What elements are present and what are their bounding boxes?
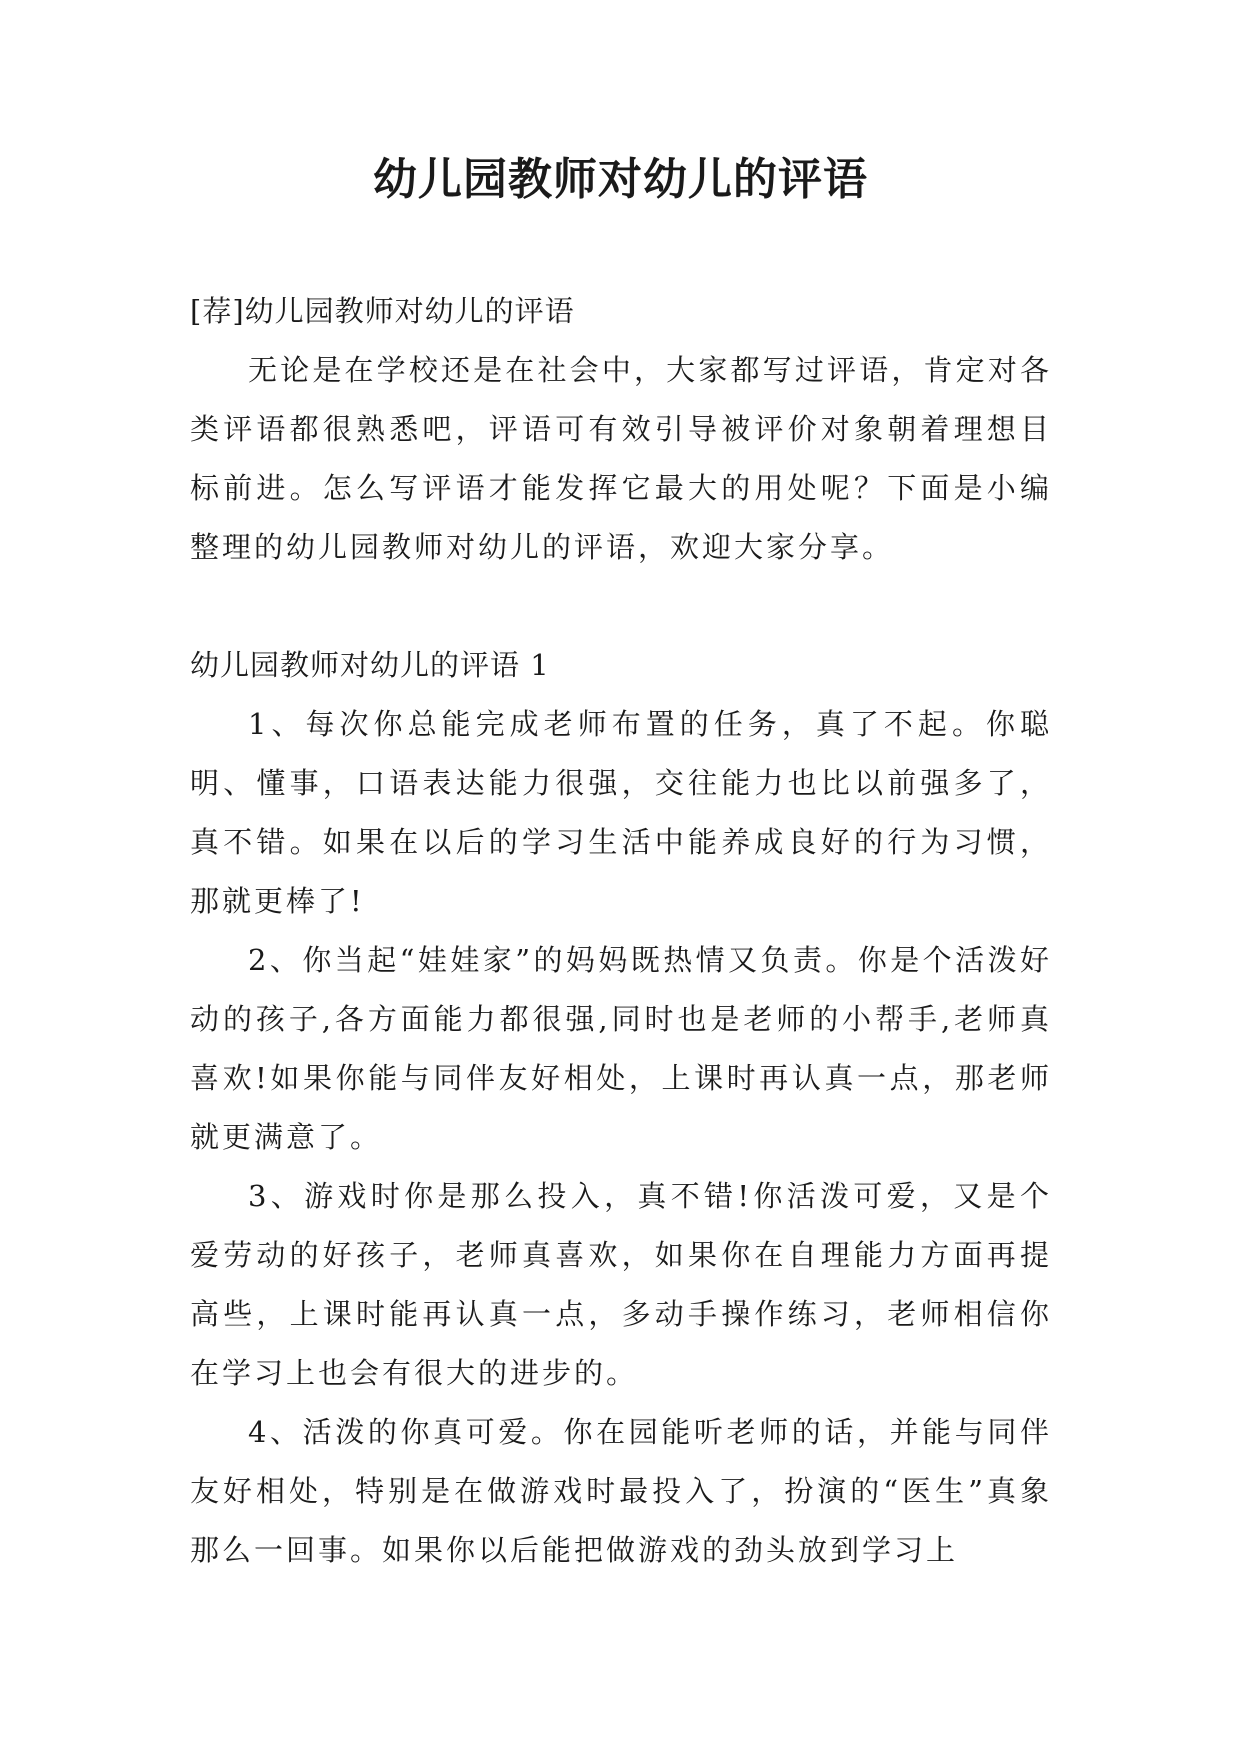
section-heading: 幼儿园教师对幼儿的评语 1 [190,648,550,682]
comment-paragraph-3: 3、游戏时你是那么投入，真不错!你活泼可爱，又是个爱劳动的好孩子，老师真喜欢，如果你在自理能力方面再提高些，上课时能再认真一点，多动手操作练习，老师相信你在学习上也会有很大的进步的。 [190,1179,1052,1390]
comment-paragraph-4: 4、活泼的你真可爱。你在园能听老师的话，并能与同伴友好相处，特别是在做游戏时最投入了，扮演的“医生”真象那么一回事。如果你以后能把做游戏的劲头放到学习上 [190,1415,1052,1567]
intro-paragraph: 无论是在学校还是在社会中，大家都写过评语，肯定对各类评语都很熟悉吧，评语可有效引导被评价对象朝着理想目标前进。怎么写评语才能发挥它最大的用处呢？下面是小编整理的幼儿园教师对幼儿的评语，欢迎大家分享。 [190,353,1052,564]
comment-paragraph-2: 2、你当起“娃娃家”的妈妈既热情又负责。你是个活泼好动的孩子,各方面能力都很强,同时也是老师的小帮手,老师真喜欢!如果你能与同伴友好相处，上课时再认真一点，那老师就更满意了。 [190,943,1052,1154]
comment-paragraph-1: 1、每次你总能完成老师布置的任务，真了不起。你聪明、懂事，口语表达能力很强，交往能力也比以前强多了，真不错。如果在以后的学习生活中能养成良好的行为习惯，那就更棒了! [190,707,1052,918]
paragraph-spacer [190,577,1052,636]
page-title: 幼儿园教师对幼儿的评语 [373,154,868,205]
document-subtitle: [荐]幼儿园教师对幼儿的评语 [190,294,575,328]
document-body [190,282,1052,1580]
